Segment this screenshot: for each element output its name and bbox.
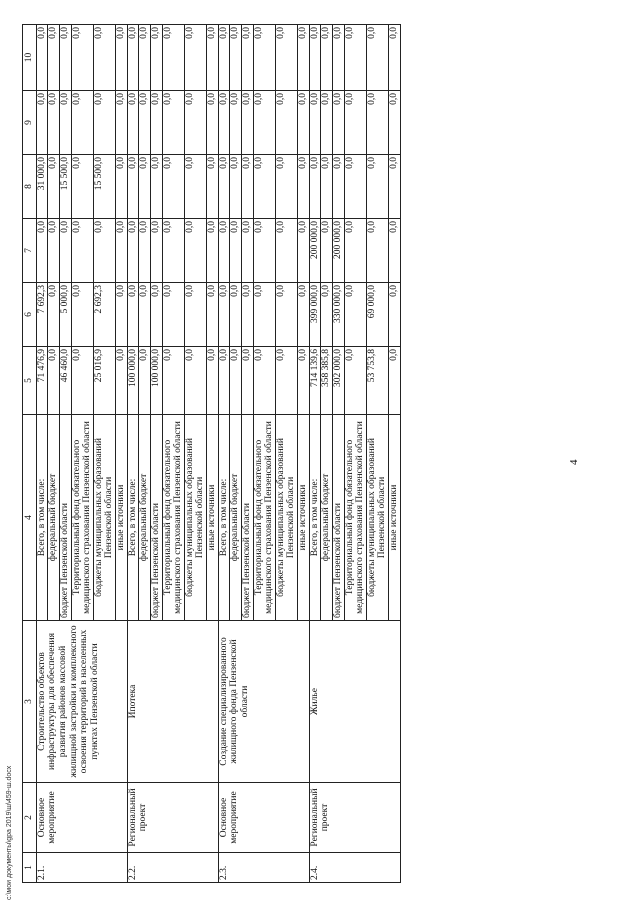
amount-cell: 0,0 — [116, 91, 128, 155]
amount-cell: 0,0 — [162, 219, 184, 283]
amount-cell: 0,0 — [71, 155, 93, 219]
amount-cell: 302 000,0 — [332, 347, 344, 415]
amount-cell: 0,0 — [48, 25, 60, 91]
amount-cell: 69 000,0 — [366, 283, 388, 347]
amount-cell: 0,0 — [184, 219, 206, 283]
item-name: Ипотека — [127, 621, 218, 783]
amount-cell: 0,0 — [207, 25, 219, 91]
amount-cell: 46 460,0 — [59, 347, 71, 415]
amount-cell: 0,0 — [150, 91, 162, 155]
amount-cell: 0,0 — [275, 283, 297, 347]
amount-cell: 200 000,0 — [309, 219, 321, 283]
amount-cell: 0,0 — [253, 283, 275, 347]
amount-cell: 0,0 — [93, 91, 115, 155]
item-number: 2.4. — [309, 853, 400, 883]
amount-cell: 0,0 — [218, 25, 230, 91]
amount-cell: 200 000,0 — [332, 219, 344, 283]
amount-cell: 0,0 — [298, 155, 310, 219]
amount-cell: 0,0 — [298, 25, 310, 91]
funding-source: Территориальный фонд обязательного медицинского страхования Пензенской области — [162, 415, 184, 621]
amount-cell: 0,0 — [389, 155, 401, 219]
amount-cell: 0,0 — [275, 155, 297, 219]
funding-source: иные источники — [207, 415, 219, 621]
amount-cell: 0,0 — [366, 91, 388, 155]
item-number: 2.3. — [218, 853, 309, 883]
amount-cell: 0,0 — [59, 25, 71, 91]
amount-cell: 0,0 — [184, 283, 206, 347]
amount-cell: 0,0 — [241, 347, 253, 415]
amount-cell: 0,0 — [275, 91, 297, 155]
amount-cell: 0,0 — [230, 91, 242, 155]
funding-source: бюджеты муниципальных образований Пензенской области — [275, 415, 297, 621]
amount-cell: 0,0 — [344, 347, 366, 415]
amount-cell: 0,0 — [275, 347, 297, 415]
amount-cell: 0,0 — [93, 25, 115, 91]
amount-cell: 0,0 — [127, 25, 139, 91]
amount-cell: 5 000,0 — [59, 283, 71, 347]
amount-cell: 0,0 — [48, 155, 60, 219]
amount-cell: 0,0 — [253, 91, 275, 155]
header-cell: 6 — [23, 283, 37, 347]
amount-cell: 0,0 — [139, 283, 151, 347]
funding-source: Территориальный фонд обязательного медицинского страхования Пензенской области — [71, 415, 93, 621]
amount-cell: 0,0 — [207, 155, 219, 219]
amount-cell: 0,0 — [241, 283, 253, 347]
header-cell: 8 — [23, 155, 37, 219]
amount-cell: 0,0 — [344, 91, 366, 155]
amount-cell: 0,0 — [162, 91, 184, 155]
amount-cell: 0,0 — [389, 25, 401, 91]
amount-cell: 0,0 — [344, 283, 366, 347]
amount-cell: 0,0 — [389, 91, 401, 155]
funding-source: иные источники — [298, 415, 310, 621]
amount-cell: 0,0 — [230, 219, 242, 283]
amount-cell: 0,0 — [389, 347, 401, 415]
amount-cell: 0,0 — [344, 25, 366, 91]
amount-cell: 0,0 — [309, 25, 321, 91]
amount-cell: 0,0 — [366, 219, 388, 283]
amount-cell: 0,0 — [298, 283, 310, 347]
amount-cell: 0,0 — [207, 283, 219, 347]
amount-cell: 0,0 — [344, 155, 366, 219]
header-cell: 5 — [23, 347, 37, 415]
item-name: Строительство объектов инфраструктуры для обеспечения развития районов массовой жилищной застройки и комплексного освоения территорий в населенных пунктах Пензенской области — [36, 621, 127, 783]
amount-cell: 2 692,3 — [93, 283, 115, 347]
amount-cell: 0,0 — [207, 347, 219, 415]
amount-cell: 0,0 — [253, 155, 275, 219]
amount-cell: 0,0 — [230, 283, 242, 347]
amount-cell: 0,0 — [389, 283, 401, 347]
amount-cell: 0,0 — [48, 219, 60, 283]
financing-table — [22, 24, 401, 883]
amount-cell: 0,0 — [241, 25, 253, 91]
amount-cell: 0,0 — [184, 25, 206, 91]
amount-cell: 0,0 — [162, 155, 184, 219]
amount-cell: 0,0 — [344, 219, 366, 283]
table-row — [309, 25, 321, 883]
amount-cell: 0,0 — [48, 283, 60, 347]
header-cell: 7 — [23, 219, 37, 283]
amount-cell: 0,0 — [162, 25, 184, 91]
amount-cell: 15 500,0 — [93, 155, 115, 219]
funding-source: федеральный бюджет — [230, 415, 242, 621]
item-number: 2.2. — [127, 853, 218, 883]
amount-cell: 0,0 — [71, 283, 93, 347]
amount-cell: 0,0 — [71, 347, 93, 415]
amount-cell: 0,0 — [321, 91, 333, 155]
amount-cell: 0,0 — [162, 347, 184, 415]
funding-source: бюджет Пензенской области — [332, 415, 344, 621]
item-type: Основное мероприятие — [36, 783, 127, 853]
amount-cell: 0,0 — [139, 91, 151, 155]
item-type: Основное мероприятие — [218, 783, 309, 853]
amount-cell: 0,0 — [116, 347, 128, 415]
funding-source: Всего, в том числе: — [218, 415, 230, 621]
amount-cell: 0,0 — [298, 347, 310, 415]
item-type: Региональный проект — [309, 783, 400, 853]
amount-cell: 0,0 — [127, 91, 139, 155]
amount-cell: 0,0 — [253, 219, 275, 283]
amount-cell: 100 000,0 — [150, 347, 162, 415]
table-header-row — [23, 25, 37, 883]
amount-cell: 15 500,0 — [59, 155, 71, 219]
amount-cell: 0,0 — [93, 219, 115, 283]
funding-source: федеральный бюджет — [321, 415, 333, 621]
amount-cell: 0,0 — [59, 219, 71, 283]
amount-cell: 0,0 — [321, 155, 333, 219]
amount-cell: 0,0 — [253, 25, 275, 91]
amount-cell: 0,0 — [332, 155, 344, 219]
amount-cell: 0,0 — [150, 283, 162, 347]
amount-cell: 0,0 — [207, 219, 219, 283]
amount-cell: 0,0 — [389, 219, 401, 283]
amount-cell: 0,0 — [218, 219, 230, 283]
amount-cell: 0,0 — [127, 219, 139, 283]
item-type: Региональный проект — [127, 783, 218, 853]
amount-cell: 0,0 — [36, 25, 48, 91]
amount-cell: 0,0 — [150, 25, 162, 91]
amount-cell: 0,0 — [139, 219, 151, 283]
amount-cell: 0,0 — [275, 25, 297, 91]
amount-cell: 0,0 — [150, 219, 162, 283]
amount-cell: 0,0 — [150, 155, 162, 219]
amount-cell: 399 000,0 — [309, 283, 321, 347]
table-row — [218, 25, 230, 883]
amount-cell: 0,0 — [116, 283, 128, 347]
amount-cell: 0,0 — [184, 347, 206, 415]
header-cell: 10 — [23, 25, 37, 91]
amount-cell: 0,0 — [59, 91, 71, 155]
amount-cell: 25 016,9 — [93, 347, 115, 415]
amount-cell: 0,0 — [230, 25, 242, 91]
amount-cell: 0,0 — [230, 347, 242, 415]
amount-cell: 0,0 — [207, 91, 219, 155]
table-row — [127, 25, 139, 883]
header-cell: 9 — [23, 91, 37, 155]
amount-cell: 7 692,3 — [36, 283, 48, 347]
amount-cell: 71 476,9 — [36, 347, 48, 415]
header-cell: 4 — [23, 415, 37, 621]
amount-cell: 0,0 — [366, 155, 388, 219]
amount-cell: 0,0 — [71, 219, 93, 283]
amount-cell: 100 000,0 — [127, 347, 139, 415]
amount-cell: 0,0 — [71, 91, 93, 155]
amount-cell: 0,0 — [366, 25, 388, 91]
amount-cell: 0,0 — [332, 25, 344, 91]
amount-cell: 0,0 — [241, 219, 253, 283]
amount-cell: 0,0 — [116, 219, 128, 283]
amount-cell: 0,0 — [253, 347, 275, 415]
funding-source: бюджеты муниципальных образований Пензенской области — [366, 415, 388, 621]
amount-cell: 0,0 — [230, 155, 242, 219]
amount-cell: 0,0 — [241, 91, 253, 155]
funding-source: Всего, в том числе: — [309, 415, 321, 621]
item-name: Жилье — [309, 621, 400, 783]
amount-cell: 0,0 — [139, 25, 151, 91]
amount-cell: 0,0 — [71, 25, 93, 91]
amount-cell: 0,0 — [309, 155, 321, 219]
amount-cell: 0,0 — [48, 347, 60, 415]
amount-cell: 0,0 — [298, 219, 310, 283]
amount-cell: 0,0 — [48, 91, 60, 155]
funding-source: бюджет Пензенской области — [241, 415, 253, 621]
amount-cell: 0,0 — [139, 347, 151, 415]
header-cell: 3 — [23, 621, 37, 783]
header-cell: 2 — [23, 783, 37, 853]
amount-cell: 330 000,0 — [332, 283, 344, 347]
amount-cell: 0,0 — [309, 91, 321, 155]
funding-source: Территориальный фонд обязательного медицинского страхования Пензенской области — [253, 415, 275, 621]
amount-cell: 358 385,8 — [321, 347, 333, 415]
amount-cell: 0,0 — [184, 91, 206, 155]
item-name: Создание специализированного жилищного фонда Пензенской области — [218, 621, 309, 783]
amount-cell: 0,0 — [127, 283, 139, 347]
funding-source: бюджеты муниципальных образований Пензенской области — [93, 415, 115, 621]
funding-source: федеральный бюджет — [48, 415, 60, 621]
amount-cell: 0,0 — [321, 219, 333, 283]
amount-cell: 714 139,6 — [309, 347, 321, 415]
amount-cell: 0,0 — [321, 283, 333, 347]
amount-cell: 0,0 — [139, 155, 151, 219]
amount-cell: 0,0 — [298, 91, 310, 155]
header-cell: 1 — [23, 853, 37, 883]
funding-source: Всего, в том числе: — [36, 415, 48, 621]
funding-source: федеральный бюджет — [139, 415, 151, 621]
funding-source: Территориальный фонд обязательного медицинского страхования Пензенской области — [344, 415, 366, 621]
page-number: 4 — [568, 459, 580, 465]
amount-cell: 0,0 — [116, 25, 128, 91]
amount-cell: 0,0 — [218, 155, 230, 219]
table-row — [36, 25, 48, 883]
amount-cell: 0,0 — [332, 91, 344, 155]
amount-cell: 0,0 — [162, 283, 184, 347]
amount-cell: 0,0 — [218, 347, 230, 415]
funding-source: Всего, в том числе: — [127, 415, 139, 621]
funding-source: бюджет Пензенской области — [150, 415, 162, 621]
item-number: 2.1. — [36, 853, 127, 883]
funding-source: иные источники — [389, 415, 401, 621]
amount-cell: 31 000,0 — [36, 155, 48, 219]
amount-cell: 0,0 — [321, 25, 333, 91]
amount-cell: 0,0 — [218, 91, 230, 155]
amount-cell: 0,0 — [36, 91, 48, 155]
amount-cell: 0,0 — [184, 155, 206, 219]
amount-cell: 0,0 — [36, 219, 48, 283]
amount-cell: 0,0 — [241, 155, 253, 219]
funding-source: бюджеты муниципальных образований Пензенской области — [184, 415, 206, 621]
table-body — [36, 25, 400, 883]
file-path-footer: c:\мои документы\gpa 2019\ш\459-ш.docx — [6, 765, 13, 900]
amount-cell: 53 753,8 — [366, 347, 388, 415]
amount-cell: 0,0 — [116, 155, 128, 219]
funding-source: иные источники — [116, 415, 128, 621]
funding-source: бюджет Пензенской области — [59, 415, 71, 621]
amount-cell: 0,0 — [218, 283, 230, 347]
amount-cell: 0,0 — [275, 219, 297, 283]
amount-cell: 0,0 — [127, 155, 139, 219]
